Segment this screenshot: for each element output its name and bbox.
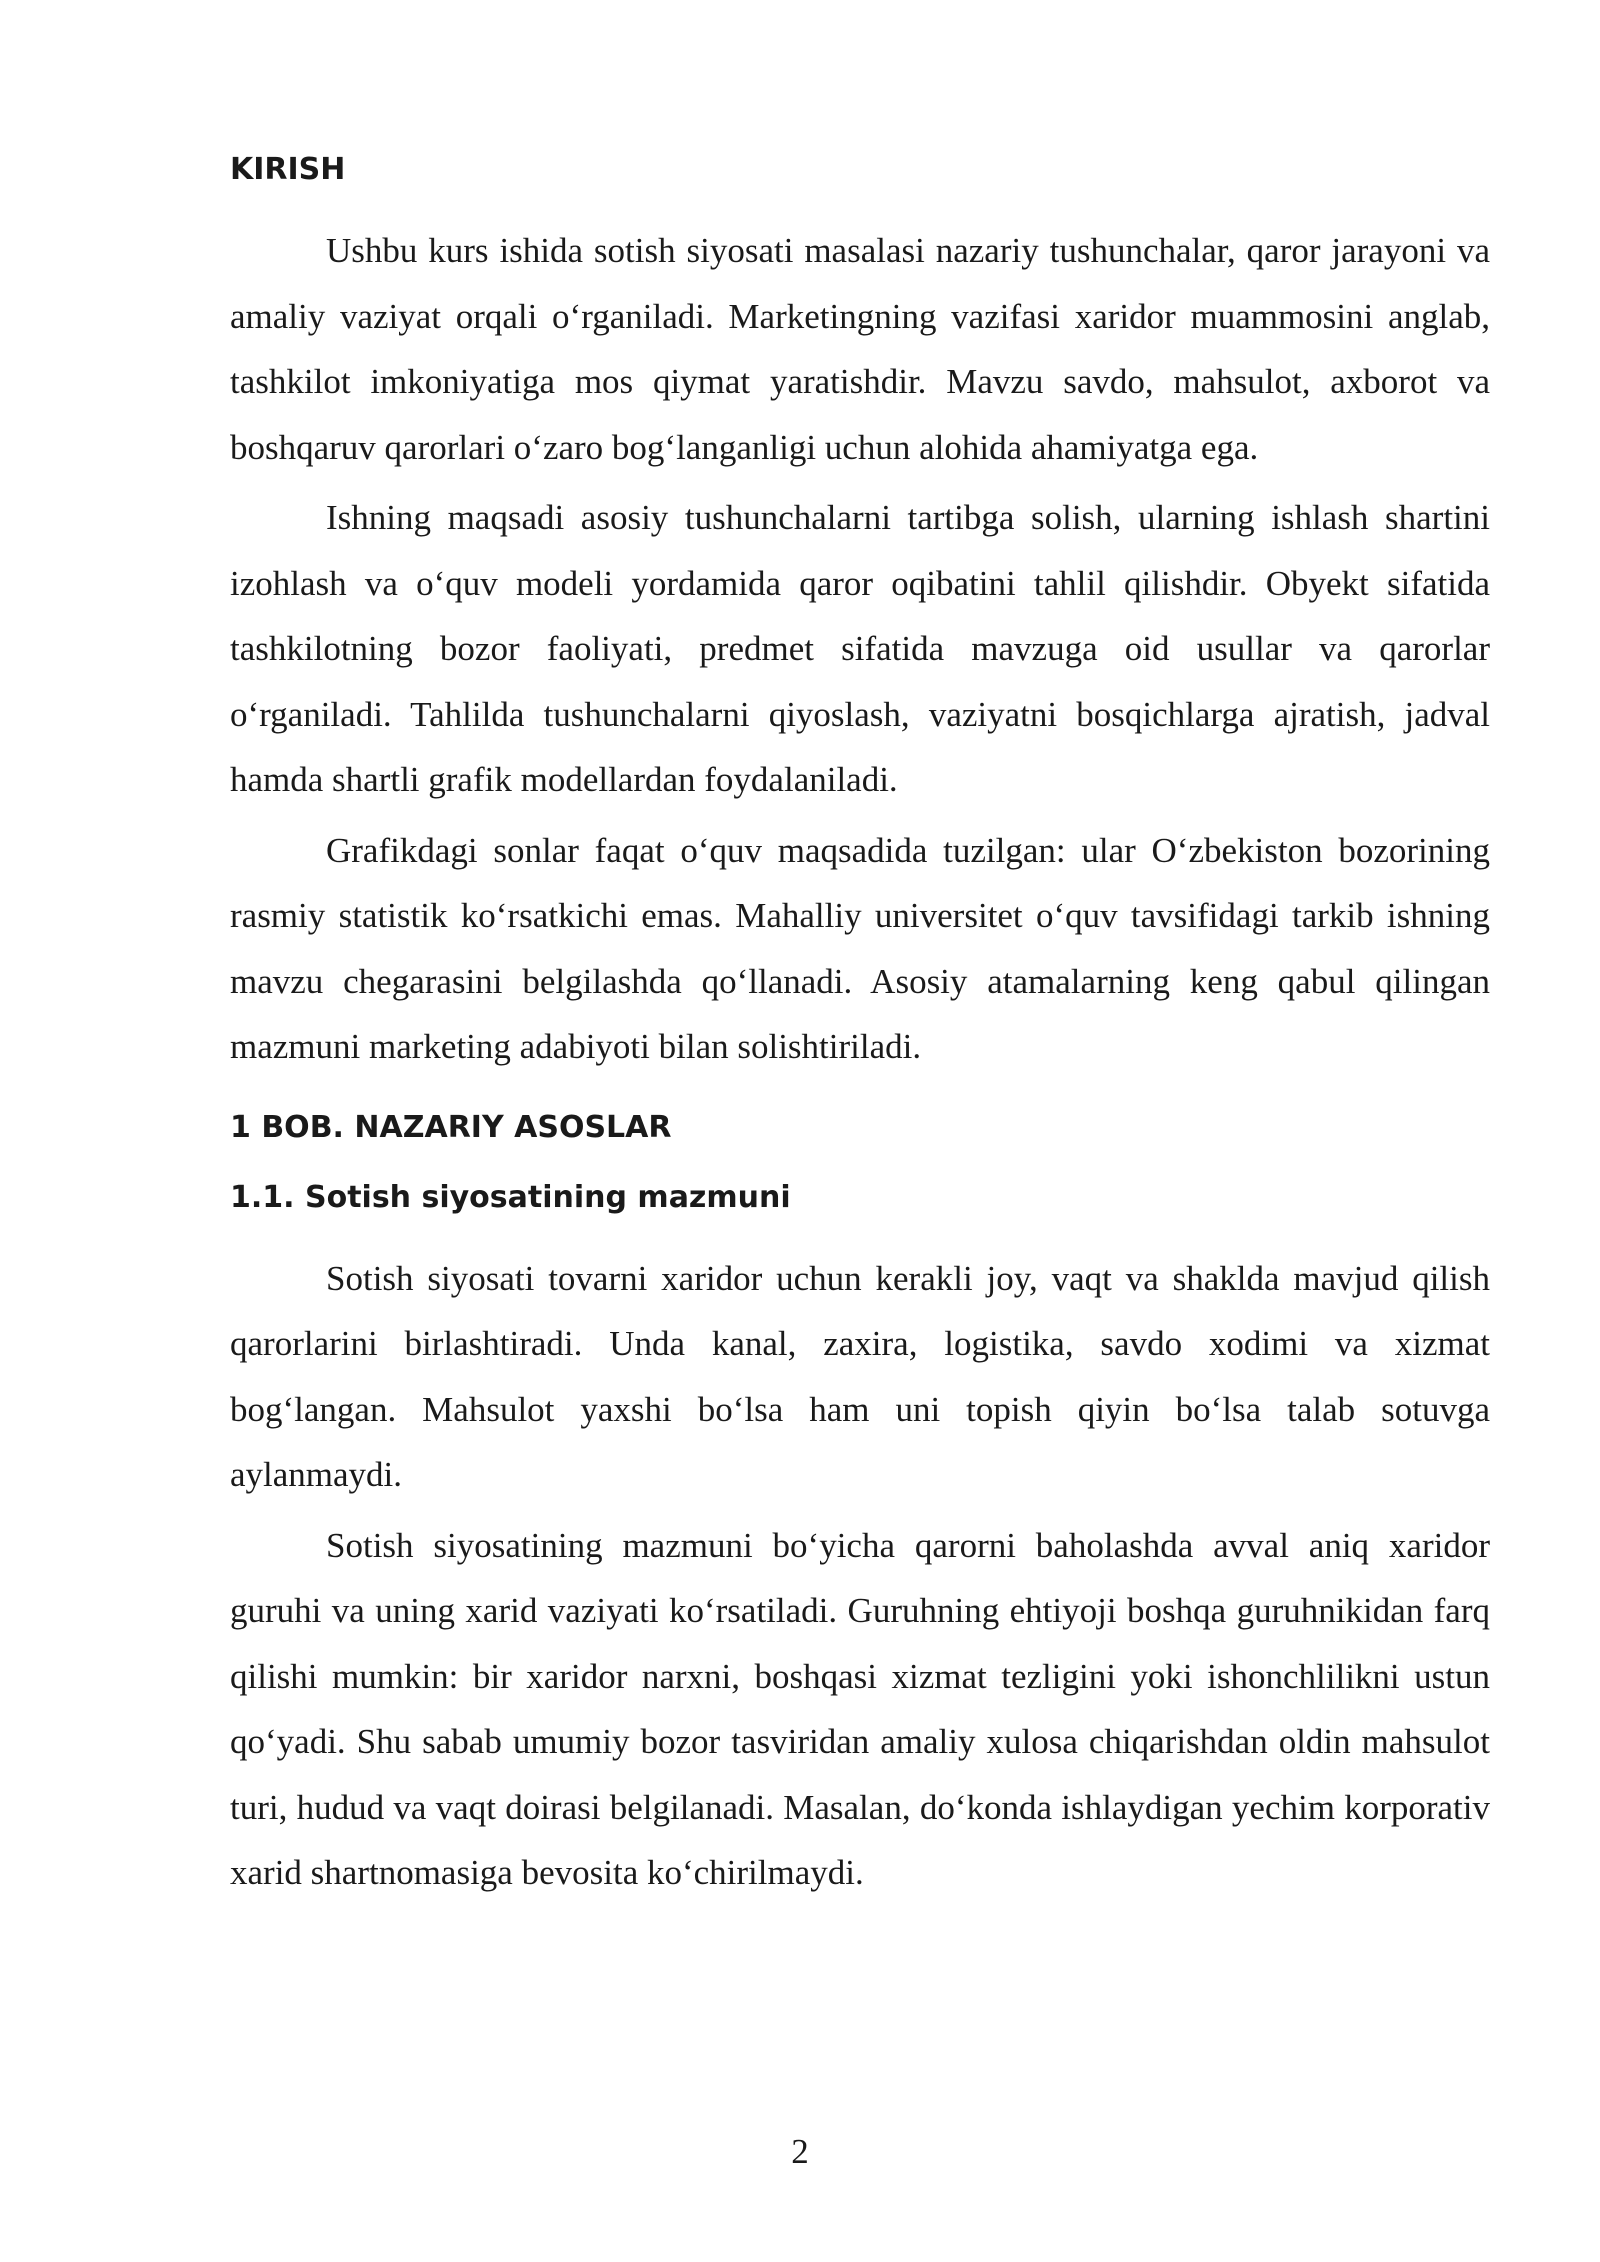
page-content (230, 150, 1490, 1911)
section-paragraph-2: Sotish siyosatining mazmuni bo‘yicha qarorni baholashda avval aniq xaridor guruhi va uning xarid vaziyati ko‘rsatiladi. Guruhning ehtiyoji boshqa guruhnikidan farq qilishi mumkin: bir xaridor narxni, boshqasi xizmat tezligini yoki ishonchlilikni ustun qo‘yadi. Shu sabab umumiy bozor tasviridan amaliy xulosa chiqarishdan oldin mahsulot turi, hudud va vaqt doirasi belgilanadi. Masalan, do‘konda ishlaydigan yechim korporativ xarid shartnomasiga bevosita ko‘chirilmaydi. (230, 1525, 1490, 1892)
intro-paragraph-2: Ishning maqsadi asosiy tushunchalarni tartibga solish, ularning ishlash shartini izohlash va o‘quv modeli yordamida qaror oqibatini tahlil qilishdir. Obyekt sifatida tashkilotning bozor faoliyati, predmet sifatida mavzuga oid usullar va qarorlar o‘rganiladi. Tahlilda tushunchalarni qiyoslash, vaziyatni bosqichlarga ajratish, jadval hamda shartli grafik modellardan foydalaniladi. (230, 498, 1490, 799)
intro-paragraph-1: Ushbu kurs ishida sotish siyosati masalasi nazariy tushunchalar, qaror jarayoni va amaliy vaziyat orqali o‘rganiladi. Marketingning vazifasi xaridor muammosini anglab, tashkilot imkoniyatiga mos qiymat yaratishdir. Mavzu savdo, mahsulot, axborot va boshqaruv qarorlari o‘zaro bog‘langanligi uchun alohida ahamiyatga ega. (230, 231, 1490, 467)
intro-paragraph-3: Grafikdagi sonlar faqat o‘quv maqsadida tuzilgan: ular O‘zbekiston bozorining rasmiy statistik ko‘rsatkichi emas. Mahalliy universitet o‘quv tavsifidagi tarkib ishning mavzu chegarasini belgilashda qo‘llanadi. Asosiy atamalarning keng qabul qilingan mazmuni marketing adabiyoti bilan solishtiriladi. (230, 830, 1490, 1066)
chapter-heading: 1 BOB. NAZARIY ASOSLAR (230, 1109, 672, 1145)
page-number: 2 (791, 2132, 809, 2171)
section-heading: 1.1. Sotish siyosatining mazmuni (230, 1179, 791, 1215)
section-paragraph-1: Sotish siyosati tovarni xaridor uchun kerakli joy, vaqt va shaklda mavjud qilish qarorlarini birlashtiradi. Unda kanal, zaxira, logistika, savdo xodimi va xizmat bog‘langan. Mahsulot yaxshi bo‘lsa ham uni topish qiyin bo‘lsa talab sotuvga aylanmaydi. (230, 1258, 1490, 1494)
intro-heading: KIRISH (230, 152, 346, 187)
